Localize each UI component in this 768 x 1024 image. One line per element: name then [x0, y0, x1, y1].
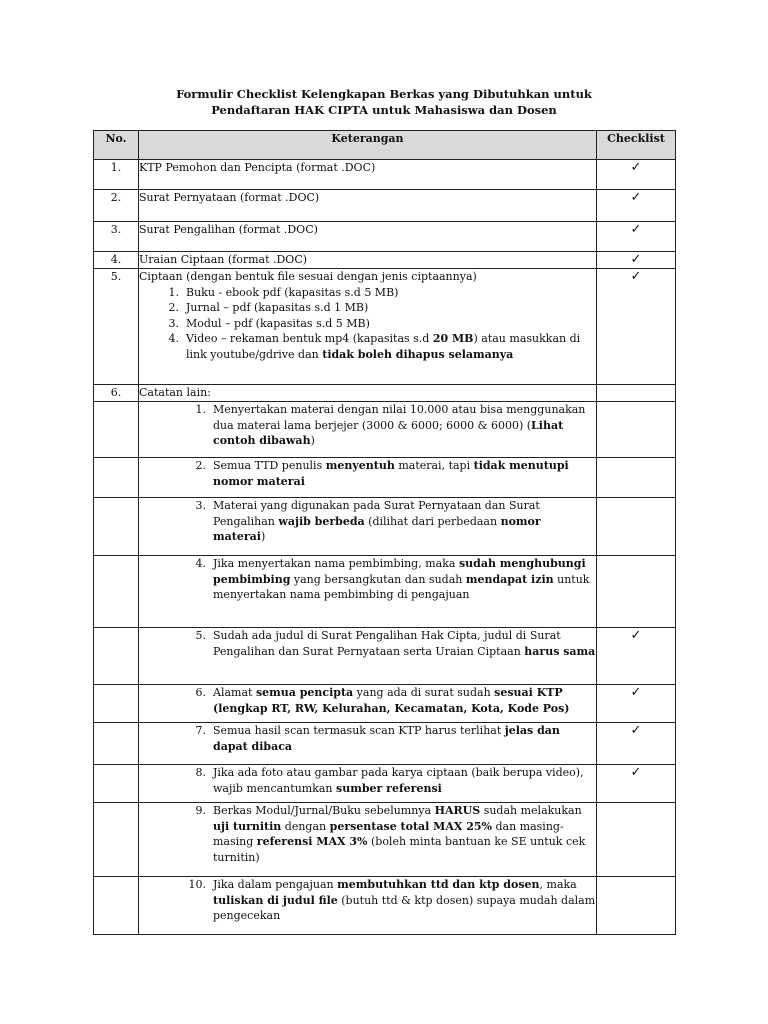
list-item: 1. Buku - ebook pdf (kapasitas s.d 5 MB)	[168, 285, 399, 299]
note-row: 4. Jika menyertakan nama pembimbing, maka sudah menghubungi pembimbing yang bersangkutan dan sudah mendapat izin untuk menyertakan nama pembimbing di pengajuan	[94, 556, 676, 628]
ciptaan-list	[139, 285, 596, 363]
table-row	[94, 160, 676, 190]
check-icon: ✓	[597, 222, 676, 252]
check-cell-empty	[597, 803, 676, 877]
check-cell-empty	[597, 556, 676, 628]
header-keterangan: Keterangan	[139, 131, 597, 160]
check-icon: ✓	[597, 190, 676, 222]
table-row	[94, 252, 676, 269]
table-row	[94, 385, 676, 402]
check-cell-empty	[597, 458, 676, 498]
list-item: 3. Modul – pdf (kapasitas s.d 5 MB)	[168, 316, 370, 330]
document-title	[0, 86, 768, 118]
row-text: Catatan lain:	[139, 385, 597, 402]
table-row	[94, 222, 676, 252]
list-item: 2. Jurnal – pdf (kapasitas s.d 1 MB)	[168, 301, 369, 314]
note-row: 3. Materai yang digunakan pada Surat Pernyataan dan Surat Pengalihan wajib berbeda (dilihat dari perbedaan nomor materai)	[94, 498, 676, 556]
note-row: 7. Semua hasil scan termasuk scan KTP harus terlihat jelas dan dapat dibaca ✓	[94, 723, 676, 765]
table-row	[94, 269, 676, 385]
header-checklist: Checklist	[597, 131, 676, 160]
note-row: 2. Semua TTD penulis menyentuh materai, tapi tidak menutupi nomor materai	[94, 458, 676, 498]
row-number: 2.	[94, 190, 139, 222]
list-item: 4. Video – rekaman bentuk mp4 (kapasitas s.d 20 MB) atau masukkan di link youtube/gdrive dan tidak boleh dihapus selamanya	[168, 332, 581, 361]
title-line-1: Formulir Checklist Kelengkapan Berkas yang Dibutuhkan untuk	[176, 87, 592, 101]
row-text: Uraian Ciptaan (format .DOC)	[139, 252, 597, 269]
row-number: 4.	[94, 252, 139, 269]
check-icon: ✓	[597, 723, 676, 765]
table-header-row	[94, 131, 676, 160]
note-row: 8. Jika ada foto atau gambar pada karya ciptaan (baik berupa video), wajib mencantumkan sumber referensi ✓	[94, 765, 676, 803]
check-cell-empty	[597, 385, 676, 402]
check-icon: ✓	[597, 685, 676, 723]
row-number: 5.	[94, 269, 139, 385]
check-icon: ✓	[597, 628, 676, 685]
row-text	[139, 269, 597, 385]
header-no: No.	[94, 131, 139, 160]
check-icon: ✓	[597, 765, 676, 803]
row-number: 6.	[94, 385, 139, 402]
checklist-table	[93, 130, 676, 935]
note-row: 5. Sudah ada judul di Surat Pengalihan Hak Cipta, judul di Surat Pengalihan dan Surat Pernyataan serta Uraian Ciptaan harus sama ✓	[94, 628, 676, 685]
row-text: Surat Pernyataan (format .DOC)	[139, 190, 597, 222]
row-5-intro: Ciptaan (dengan bentuk file sesuai dengan jenis ciptaannya)	[139, 270, 477, 283]
title-line-2: Pendaftaran HAK CIPTA untuk Mahasiswa dan Dosen	[211, 103, 557, 117]
row-number: 1.	[94, 160, 139, 190]
table-row	[94, 190, 676, 222]
check-cell-empty	[597, 877, 676, 935]
row-text: Surat Pengalihan (format .DOC)	[139, 222, 597, 252]
note-row: 10. Jika dalam pengajuan membutuhkan ttd dan ktp dosen, maka tuliskan di judul file (butuh ttd & ktp dosen) supaya mudah dalam pengecekan	[94, 877, 676, 935]
note-row: 1. Menyertakan materai dengan nilai 10.000 atau bisa menggunakan dua materai lama berjejer (3000 & 6000; 6000 & 6000) (Lihat contoh dibawah)	[94, 402, 676, 458]
check-cell-empty	[597, 402, 676, 458]
note-row: 6. Alamat semua pencipta yang ada di surat sudah sesuai KTP (lengkap RT, RW, Kelurahan, Kecamatan, Kota, Kode Pos) ✓	[94, 685, 676, 723]
row-text: KTP Pemohon dan Pencipta (format .DOC)	[139, 160, 597, 190]
check-cell-empty	[597, 498, 676, 556]
check-icon: ✓	[597, 160, 676, 190]
note-row: 9. Berkas Modul/Jurnal/Buku sebelumnya HARUS sudah melakukan uji turnitin dengan persentase total MAX 25% dan masing-masing referensi MAX 3% (boleh minta bantuan ke SE untuk cek turnitin)	[94, 803, 676, 877]
check-icon: ✓	[597, 252, 676, 269]
row-number: 3.	[94, 222, 139, 252]
check-icon: ✓	[597, 269, 676, 385]
